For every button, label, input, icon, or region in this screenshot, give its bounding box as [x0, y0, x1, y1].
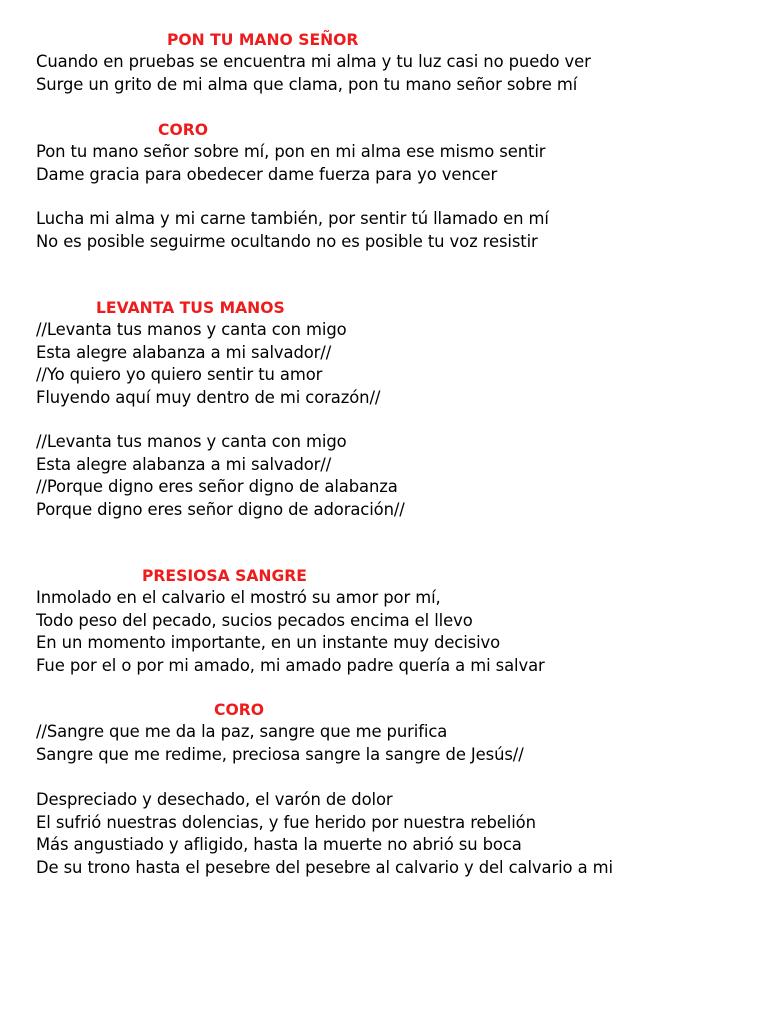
lyric-line: Inmolado en el calvario el mostró su amor por mí,	[36, 588, 441, 607]
lyric-line: El sufrió nuestras dolencias, y fue herido por nuestra rebelión	[36, 812, 536, 832]
verse	[36, 319, 380, 409]
lyric-line: De su trono hasta el pesebre del pesebre al calvario y del calvario a mi	[36, 857, 613, 877]
song-title: PON TU MANO SEÑOR	[167, 31, 359, 49]
verse	[36, 51, 591, 96]
song-title: PRESIOSA SANGRE	[142, 567, 307, 585]
lyric-line: Sangre que me redime, preciosa sangre la sangre de Jesús//	[36, 744, 524, 764]
lyric-line: Despreciado y desechado, el varón de dolor	[36, 790, 393, 809]
lyric-line: Cuando en pruebas se encuentra mi alma y tu luz casi no puedo ver	[36, 52, 591, 71]
lyric-line: //Yo quiero yo quiero sentir tu amor	[36, 365, 323, 384]
verse	[36, 587, 545, 677]
lyric-line: Dame gracia para obedecer dame fuerza para yo vencer	[36, 164, 498, 184]
lyric-line: En un momento importante, en un instante muy decisivo	[36, 633, 501, 652]
lyric-line: //Levanta tus manos y canta con migo	[36, 320, 347, 339]
lyric-line: Todo peso del pecado, sucios pecados encima el llevo	[36, 610, 473, 630]
lyric-line: Fluyendo aquí muy dentro de mi corazón//	[36, 387, 381, 407]
chorus	[36, 141, 545, 186]
lyric-line: Esta alegre alabanza a mi salvador//	[36, 454, 332, 474]
lyric-line: No es posible seguirme ocultando no es posible tu voz resistir	[36, 231, 538, 251]
lyric-line: Porque digno eres señor digno de adoración//	[36, 499, 405, 519]
lyric-line: Lucha mi alma y mi carne también, por sentir tú llamado en mí	[36, 209, 549, 228]
chorus	[36, 721, 524, 766]
verse	[36, 208, 549, 253]
lyric-line: Surge un grito de mi alma que clama, pon tu mano señor sobre mí	[36, 74, 578, 94]
lyric-line: //Levanta tus manos y canta con migo	[36, 432, 347, 451]
lyric-line: Más angustiado y afligido, hasta la muerte no abrió su boca	[36, 835, 522, 854]
lyric-line: //Sangre que me da la paz, sangre que me purifica	[36, 722, 448, 741]
chorus-label: CORO	[214, 701, 264, 719]
lyric-line: Fue por el o por mi amado, mi amado padre quería a mi salvar	[36, 655, 545, 675]
lyric-line: Esta alegre alabanza a mi salvador//	[36, 342, 332, 362]
chorus-label: CORO	[158, 121, 208, 139]
song-title: LEVANTA TUS MANOS	[96, 299, 285, 317]
verse	[36, 789, 613, 879]
lyric-line: Pon tu mano señor sobre mí, pon en mi alma ese mismo sentir	[36, 142, 546, 161]
lyric-line: //Porque digno eres señor digno de alabanza	[36, 477, 398, 496]
verse	[36, 431, 405, 521]
